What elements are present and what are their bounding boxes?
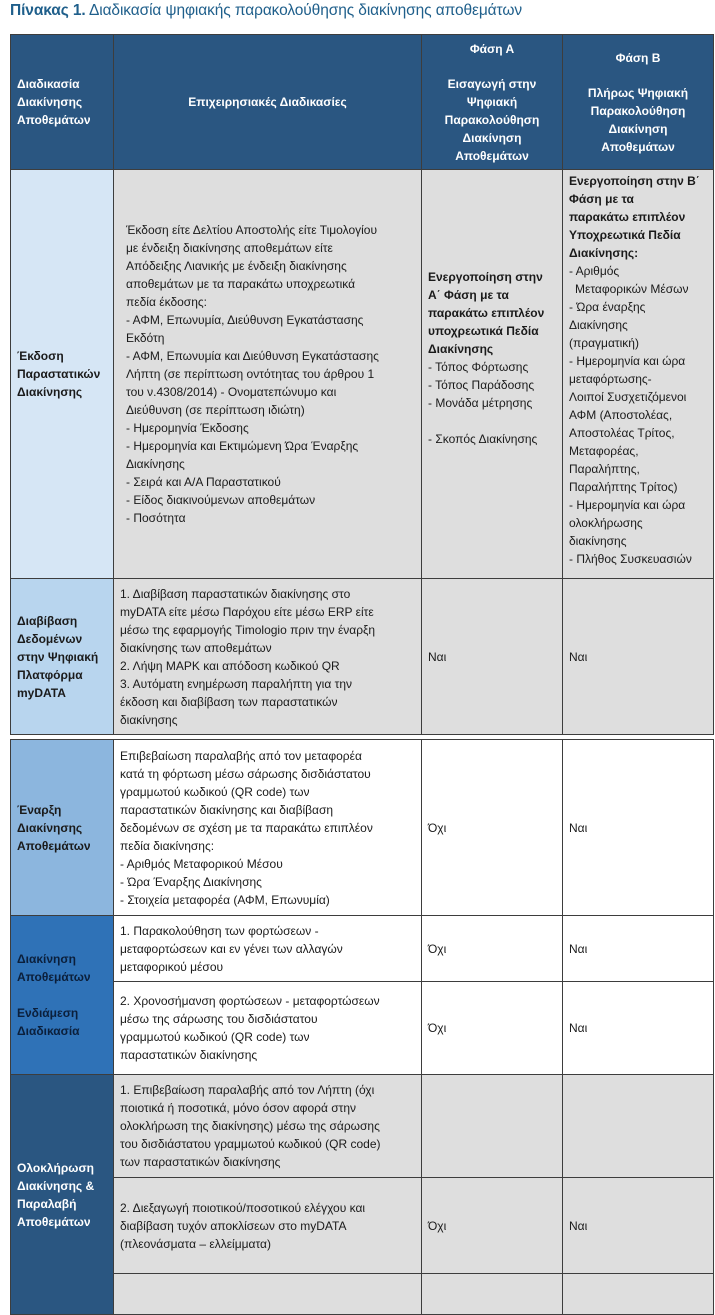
phase-b-value: Ναι [563, 916, 714, 982]
row-transport-intermediate-1 [11, 916, 714, 982]
phase-b-fields: Ενεργοποίηση στην Β΄ Φάση με τα παρακάτω επιπλέον Υποχρεωτικά Πεδία Διακίνησης: - Αριθμός Μεταφορικών Μέσων - Ώρα έναρξης Διακίνησης (πραγματική) - Ημερομηνία και ώρα μεταφόρτωσης- Λοιποί Συσχετιζόμενοι ΑΦΜ (Αποστολέας, Αποστολέας Τρίτος, Μεταφορέας, Παραλήπτης, Παραλήπτης Τρίτος) - Ημερομηνία και ώρα ολοκλήρωσης διακίνησης - Πλήθος Συσκευασιών [563, 170, 714, 579]
phase-a-fields: Ενεργοποίηση στην Α΄ Φάση με τα παρακάτω επιπλέον υποχρεωτικά Πεδία Διακίνησης - Τόπος Φόρτωσης - Τόπος Παράδοσης - Μονάδα μέτρησης - Σκοπός Διακίνησης [422, 170, 563, 579]
row-transport-intermediate-2 [11, 982, 714, 1075]
process-transport-start: Επιβεβαίωση παραλαβής από τον μεταφορέα κατά τη φόρτωση μέσω σάρωσης δισδιάστατου γραμμωτού κωδικού (QR code) των παραστατικών διακίνησης και διαβίβαση δεδομένων σε σχέση με τα παρακάτω επιπλέον πεδία διακίνησης: - Αριθμός Μεταφορικού Μέσου - Ώρα Έναρξης Διακίνησης - Στοιχεία μεταφορέα (ΑΦΜ, Επωνυμία) [114, 740, 422, 916]
phase-a-label: Φάση Α [469, 41, 515, 56]
header-process-stage: Διαδικασία Διακίνησης Αποθεμάτων [11, 35, 114, 170]
process-receipt-confirmation: 1. Επιβεβαίωση παραλαβής από τον Λήπτη (όχι ποιοτικά ή ποσοτικά, μόνο όσον αφορά στην ολοκλήρωση της διακίνησης) μέσω της σάρωσης του δισδιάστατου γραμμωτού κωδικού (QR code) των παραστατικών διακίνησης [114, 1075, 422, 1178]
row-transport-start [11, 740, 714, 916]
table-header-row [11, 35, 714, 170]
phase-b-label: Φάση Β [615, 50, 661, 65]
phase-b-value: Ναι [563, 740, 714, 916]
process-tracking-loadings: 1. Παρακολούθηση των φορτώσεων - μεταφορτώσεων και εν γένει των αλλαγών μεταφορικού μέσου [114, 916, 422, 982]
category-transport-start: Έναρξη Διακίνησης Αποθεμάτων [11, 740, 114, 916]
row-completion-empty [11, 1274, 714, 1315]
empty-cell [114, 1274, 422, 1315]
caption-title: Διαδικασία ψηφιακής παρακολούθησης διακίνησης αποθεμάτων [88, 2, 522, 19]
phase-b-value [563, 1075, 714, 1178]
process-data-transmission: 1. Διαβίβαση παραστατικών διακίνησης στο myDATA είτε μέσω Παρόχου είτε μέσω ERP είτε μέσω της εφαρμογής Timologio πριν την έναρξη διακίνησης των αποθεμάτων 2. Λήψη ΜΑΡΚ και απόδοση κωδικού QR 3. Αυτόματη ενημέρωση παραλήπτη για την έκδοση και διαβίβαση των παραστατικών διακίνησης [114, 579, 422, 735]
phase-b-value: Ναι [563, 579, 714, 735]
category-data-transmission: Διαβίβαση Δεδομένων στην Ψηφιακή Πλατφόρμα myDATA [11, 579, 114, 735]
row-data-transmission [11, 579, 714, 735]
process-quality-check: 2. Διεξαγωγή ποιοτικού/ποσοτικού ελέγχου και διαβίβαση τυχόν αποκλίσεων στο myDATA (πλεονάσματα – ελλείμματα) [114, 1178, 422, 1274]
phase-a-value: Ναι [422, 579, 563, 735]
row-completion-2 [11, 1178, 714, 1274]
category-completion: Ολοκλήρωση Διακίνησης & Παραλαβή Αποθεμάτων [11, 1075, 114, 1315]
header-business-processes: Επιχειρησιακές Διαδικασίες [114, 35, 422, 170]
caption-number: Πίνακας 1. [10, 2, 86, 19]
empty-cell [422, 1274, 563, 1315]
table-caption [10, 2, 522, 20]
category-document-issuance: Έκδοση Παραστατικών Διακίνησης [11, 170, 114, 579]
process-timestamping: 2. Χρονοσήμανση φορτώσεων - μεταφορτώσεων μέσω της σάρωσης του δισδιάστατου γραμμωτού κωδικού (QR code) των παραστατικών διακίνησης [114, 982, 422, 1075]
row-document-issuance [11, 170, 714, 579]
phase-a-value: Όχι [422, 982, 563, 1075]
header-phase-a: Φάση Α Εισαγωγή στην Ψηφιακή Παρακολούθηση Διακίνηση Αποθεμάτων [422, 35, 563, 170]
process-document-issuance: Έκδοση είτε Δελτίου Αποστολής είτε Τιμολογίου με ένδειξη διακίνησης αποθεμάτων είτε Απόδειξης Λιανικής με ένδειξη διακίνησης αποθεμάτων με τα παρακάτω υποχρεωτικά πεδία έκδοσης: - ΑΦΜ, Επωνυμία, Διεύθυνση Εγκατάστασης Εκδότη - ΑΦΜ, Επωνυμία και Διεύθυνση Εγκατάστασης Λήπτη (σε περίπτωση οντότητας του άρθρου 1 του ν.4308/2014) - Ονοματεπώνυμο και Διεύθυνση (σε περίπτωση ιδιώτη) - Ημερομηνία Έκδοσης - Ημερομηνία και Εκτιμώμενη Ώρα Έναρξης Διακίνησης - Σειρά και Α/Α Παραστατικού - Είδος διακινούμενων αποθεμάτων - Ποσότητα [114, 170, 422, 579]
phase-b-value: Ναι [563, 1178, 714, 1274]
phase-a-value: Όχι [422, 1178, 563, 1274]
phase-b-value: Ναι [563, 982, 714, 1075]
empty-cell [563, 1274, 714, 1315]
header-phase-b: Φάση Β Πλήρως Ψηφιακή Παρακολούθηση Διακίνηση Αποθεμάτων [563, 35, 714, 170]
phase-a-value: Όχι [422, 740, 563, 916]
row-completion-1 [11, 1075, 714, 1178]
phase-a-value [422, 1075, 563, 1178]
phase-a-value: Όχι [422, 916, 563, 982]
category-transport-intermediate: Διακίνηση Αποθεμάτων Ενδιάμεση Διαδικασία [11, 916, 114, 1075]
inventory-tracking-table [10, 34, 714, 1315]
